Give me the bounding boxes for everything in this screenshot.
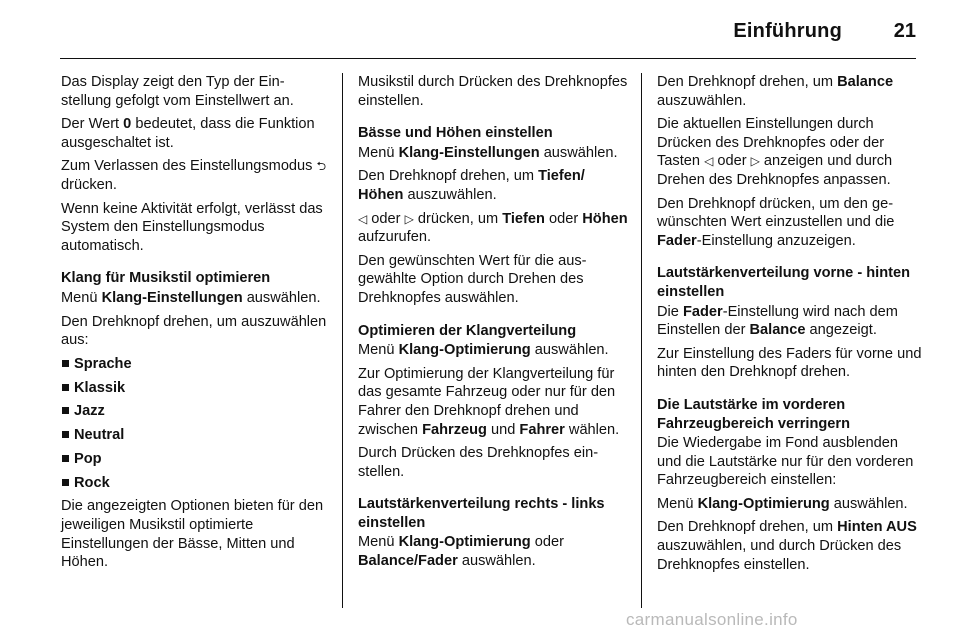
value-zero: 0 — [123, 116, 132, 133]
section-heading: Klang für Musikstil optimieren — [61, 270, 271, 287]
back-icon: ⮌ — [316, 159, 327, 174]
right-arrow-icon: ▷ — [404, 211, 414, 226]
paragraph: Die Fader-Einstellung wird nach dem Einstellen der Balance angezeigt. — [657, 303, 898, 339]
menu-name: Klang-Optimierung — [697, 495, 830, 512]
page-header — [0, 0, 960, 60]
menu-name: Balance/Fader — [358, 553, 458, 570]
column-3 — [657, 73, 925, 579]
paragraph: Wenn keine Aktivität erfolgt, verlässt das System den Einstellungsmodus automatisch. — [61, 200, 323, 254]
paragraph: Die aktuellen Einstellungen durch Drücken des Drehknopfes oder der Tasten ◁ oder ▷ anzeigen und durch Drehen des Drehknopfes anpassen. — [657, 116, 893, 188]
paragraph: Zur Optimierung der Klangverteilung für das gesamte Fahrzeug oder nur für den Fahrer den Drehknopf drehen und zwischen Fahrzeug und Fahrer wählen. — [358, 365, 620, 438]
page-number: 21 — [893, 20, 916, 42]
paragraph: Menü Klang-Einstellungen auswählen. — [61, 289, 321, 306]
bullet-icon — [62, 384, 69, 391]
paragraph: ◁ oder ▷ drücken, um Tiefen oder Höhen aufzurufen. — [358, 210, 628, 246]
header-rule — [60, 58, 916, 59]
list-item: Neutral — [61, 426, 327, 445]
paragraph: Die angezeigten Optionen bieten für den jeweiligen Musikstil optimierte Einstellungen der Bässe, Mitten und Höhen. — [61, 498, 324, 571]
menu-name: Klang-Einstellungen — [398, 144, 540, 161]
paragraph: Durch Drücken des Drehknopfes einstellen. — [358, 445, 599, 480]
menu-name: Klang-Optimierung — [398, 342, 531, 359]
paragraph: Das Display zeigt den Typ der Einstellung gefolgt vom Einstellwert an. — [61, 74, 294, 109]
paragraph: Menü Klang-Einstellungen auswählen. — [358, 144, 618, 161]
bullet-icon — [62, 431, 69, 438]
watermark: carmanualsonline.info — [626, 610, 798, 629]
paragraph: Menü Klang-Optimierung oder Balance/Fader auswählen. — [358, 534, 564, 570]
paragraph: Musikstil durch Drücken des Drehknopfes einstellen. — [358, 74, 628, 109]
paragraph: Menü Klang-Optimierung auswählen. — [657, 495, 908, 512]
menu-name: Klang-Einstellungen — [101, 289, 243, 306]
paragraph: Den Drehknopf drehen, um Tiefen/ Höhen auszuwählen. — [358, 168, 585, 203]
left-arrow-icon: ◁ — [704, 154, 714, 169]
page-title: Einführung — [733, 20, 842, 42]
menu-name: Klang-Optimierung — [398, 534, 531, 551]
paragraph: Den Drehknopf drehen, um Hinten AUS auszuwählen, und durch Drücken des Drehknopfes einstellen. — [657, 519, 917, 573]
bullet-icon — [62, 360, 69, 367]
paragraph: Den Drehknopf drehen, um Balance auszuwählen. — [657, 74, 894, 109]
column-2 — [358, 73, 628, 576]
section-heading: Optimieren der Klangverteilung — [358, 322, 577, 339]
paragraph: Menü Klang-Optimierung auswählen. — [358, 342, 609, 359]
list-item: Sprache — [61, 355, 327, 374]
section-heading: Lautstärkenverteilung rechts - links einstellen — [358, 496, 605, 531]
paragraph: Den gewünschten Wert für die ausgewählte Option durch Drehen des Drehknopfes auswählen. — [358, 252, 587, 306]
left-arrow-icon: ◁ — [358, 211, 368, 226]
paragraph: Den Drehknopf drehen, um auszuwählen aus: — [61, 313, 327, 349]
bullet-icon — [62, 455, 69, 462]
column-divider-1 — [342, 73, 343, 608]
list-item: Rock — [61, 474, 327, 493]
column-divider-2 — [641, 73, 642, 608]
right-arrow-icon: ▷ — [750, 154, 760, 169]
list-item: Klassik — [61, 379, 327, 398]
section-heading: Lautstärkenverteilung vorne - hinten einstellen — [657, 265, 911, 300]
paragraph: Zum Verlassen des Einstellungsmodus ⮌ drücken. — [61, 158, 327, 193]
paragraph: Zur Einstellung des Faders für vorne und hinten den Drehknopf drehen. — [657, 345, 922, 381]
option-list — [61, 355, 327, 493]
option-name: Tiefen/ Höhen — [358, 168, 585, 203]
list-item: Jazz — [61, 402, 327, 421]
paragraph: Die Wiedergabe im Fond ausblenden und die Lautstärke nur für den vorderen Fahrzeugbereich einstellen: — [657, 435, 914, 489]
list-item: Pop — [61, 450, 327, 469]
section-heading: Bässe und Höhen einstellen — [358, 125, 553, 142]
column-1 — [61, 73, 327, 577]
paragraph: Der Wert 0 bedeutet, dass die Funktion ausgeschaltet ist. — [61, 116, 315, 151]
paragraph: Den Drehknopf drücken, um den gewünschten Wert einzustellen und die Fader-Einstellung anzuzeigen. — [657, 195, 895, 249]
section-heading: Die Lautstärke im vorderen Fahrzeugbereich verringern — [657, 396, 851, 432]
bullet-icon — [62, 479, 69, 486]
bullet-icon — [62, 407, 69, 414]
